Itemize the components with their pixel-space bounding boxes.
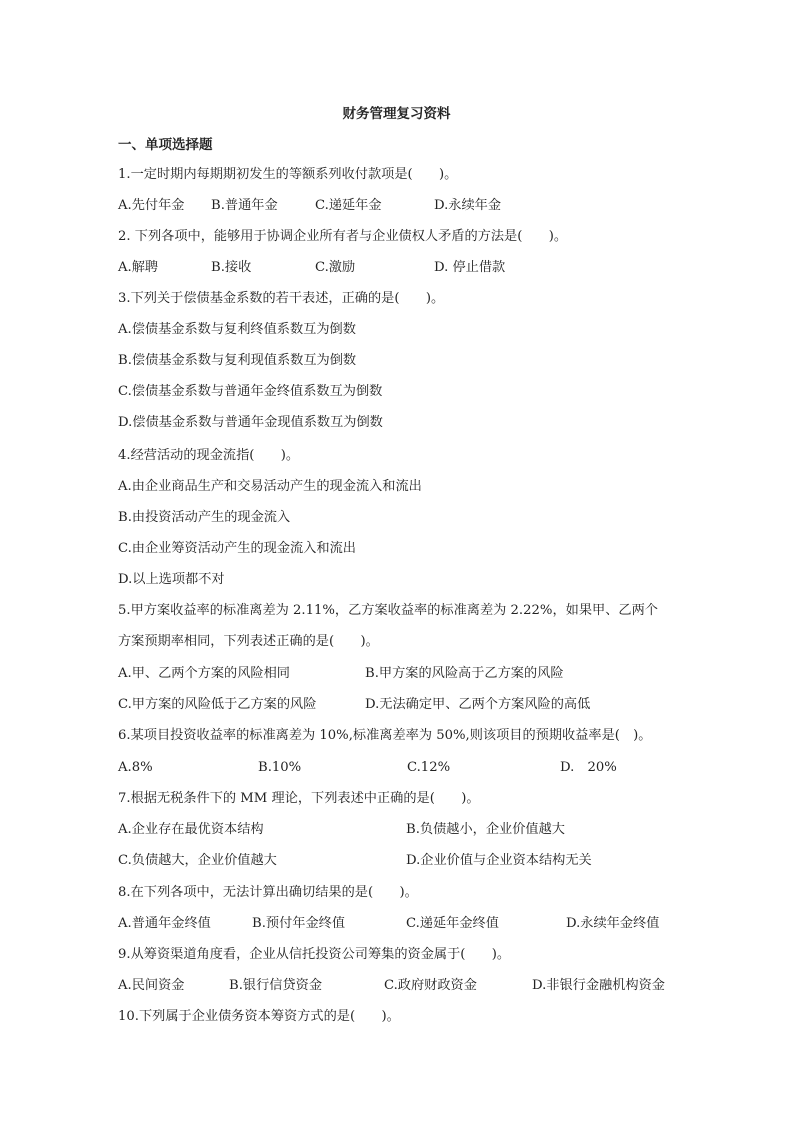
q9-option-c: C.政府财政资金 xyxy=(384,978,477,993)
question-1-stem: 1.一定时期内每期期初发生的等额系列收付款项是( )。 xyxy=(118,167,458,182)
question-6-options xyxy=(118,758,688,778)
question-7-options-row-2 xyxy=(118,851,688,871)
q7-option-d: D.企业价值与企业资本结构无关 xyxy=(406,853,592,868)
question-2-options xyxy=(118,258,688,278)
page-title: 财务管理复习资料 xyxy=(342,106,451,122)
question-5-options-row-1 xyxy=(118,664,688,684)
question-8-stem: 8.在下列各项中，无法计算出确切结果的是( )。 xyxy=(118,885,418,900)
q9-option-b: B.银行信贷资金 xyxy=(229,978,323,993)
question-9-stem: 9.从筹资渠道角度看，企业从信托投资公司筹集的资金属于( )。 xyxy=(118,947,511,962)
q3-option-a: A.偿债基金系数与复利终值系数互为倒数 xyxy=(118,322,356,337)
question-7-stem: 7.根据无税条件下的 MM 理论，下列表述中正确的是( )。 xyxy=(118,791,480,806)
question-1-options xyxy=(118,196,688,216)
q5-option-b: B.甲方案的风险高于乙方案的风险 xyxy=(365,666,564,681)
q2-option-a: A.解聘 xyxy=(118,260,159,275)
question-6-stem: 6.某项目投资收益率的标准离差为 10%,标准离差率为 50%,则该项目的预期收益率是( )。 xyxy=(118,728,652,743)
q5-option-d: D.无法确定甲、乙两个方案风险的高低 xyxy=(365,697,591,712)
question-5-options-row-2 xyxy=(118,695,688,715)
q7-option-b: B.负债越小，企业价值越大 xyxy=(406,822,565,837)
q3-option-d: D.偿债基金系数与普通年金现值系数互为倒数 xyxy=(118,415,383,430)
q9-option-a: A.民间资金 xyxy=(118,978,185,993)
q6-option-b: B.10% xyxy=(258,760,302,775)
q8-option-c: C.递延年金终值 xyxy=(406,916,499,931)
q1-option-d: D.永续年金 xyxy=(434,198,502,213)
q2-option-c: C.激励 xyxy=(315,260,356,275)
question-5-stem-line-2: 方案预期率相同，下列表述正确的是( )。 xyxy=(118,634,379,649)
question-5-stem-line-1: 5.甲方案收益率的标准离差为 2.11%，乙方案收益率的标准离差为 2.22%，如果甲、乙两个 xyxy=(118,603,658,618)
q4-option-b: B.由投资活动产生的现金流入 xyxy=(118,510,291,525)
q4-option-c: C.由企业筹资活动产生的现金流入和流出 xyxy=(118,541,356,556)
q8-option-b: B.预付年金终值 xyxy=(252,916,346,931)
q2-option-b: B.接收 xyxy=(211,260,252,275)
question-10-stem: 10.下列属于企业债务资本筹资方式的是( )。 xyxy=(118,1009,400,1024)
question-2-stem: 2. 下列各项中，能够用于协调企业所有者与企业债权人矛盾的方法是( )。 xyxy=(118,229,568,244)
q4-option-a: A.由企业商品生产和交易活动产生的现金流入和流出 xyxy=(118,479,422,494)
q1-option-a: A.先付年金 xyxy=(118,198,185,213)
q3-option-b: B.偿债基金系数与复利现值系数互为倒数 xyxy=(118,353,357,368)
q6-option-d: D. 20% xyxy=(560,760,617,775)
q9-option-d: D.非银行金融机构资金 xyxy=(532,978,665,993)
q5-option-c: C.甲方案的风险低于乙方案的风险 xyxy=(118,697,317,712)
question-7-options-row-1 xyxy=(118,820,688,840)
q5-option-a: A.甲、乙两个方案的风险相同 xyxy=(118,666,290,681)
q7-option-c: C.负债越大，企业价值越大 xyxy=(118,853,277,868)
question-8-options xyxy=(118,914,688,934)
q4-option-d: D.以上选项都不对 xyxy=(118,572,225,587)
q6-option-c: C.12% xyxy=(407,760,451,775)
q1-option-c: C.递延年金 xyxy=(315,198,382,213)
question-3-stem: 3.下列关于偿债基金系数的若干表述，正确的是( )。 xyxy=(118,291,445,306)
question-9-options xyxy=(118,976,688,996)
section-heading: 一、单项选择题 xyxy=(118,137,213,153)
q8-option-d: D.永续年金终值 xyxy=(566,916,660,931)
q7-option-a: A.企业存在最优资本结构 xyxy=(118,822,264,837)
q8-option-a: A.普通年金终值 xyxy=(118,916,211,931)
q1-option-b: B.普通年金 xyxy=(211,198,278,213)
q3-option-c: C.偿债基金系数与普通年金终值系数互为倒数 xyxy=(118,384,383,399)
q6-option-a: A.8% xyxy=(118,760,153,775)
q2-option-d: D. 停止借款 xyxy=(434,260,506,275)
question-4-stem: 4.经营活动的现金流指( )。 xyxy=(118,448,300,463)
